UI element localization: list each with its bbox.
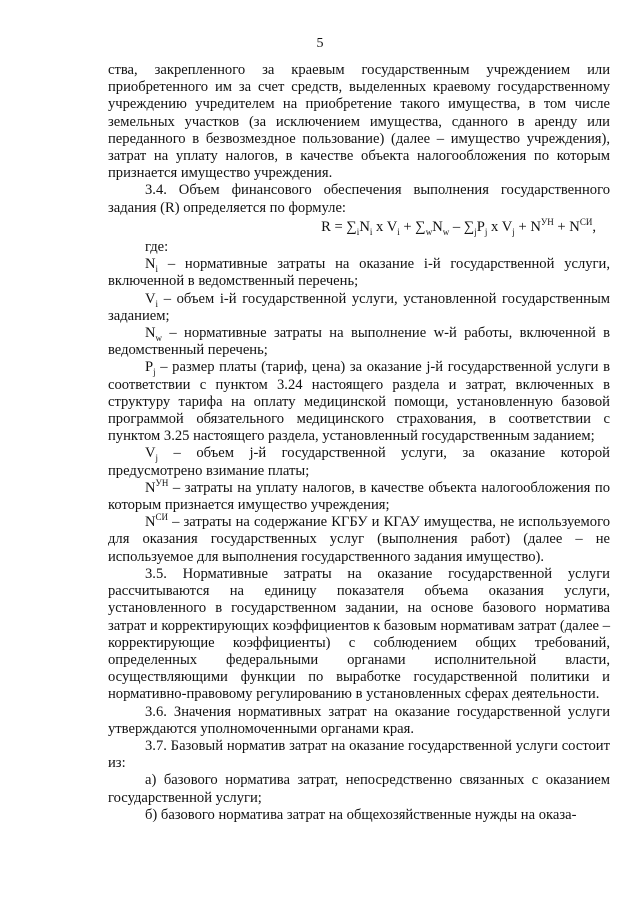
list-item-a: а) базового норматива затрат, непосредственно связанных с оказанием государственной услуги; (108, 772, 610, 806)
definition-nw: $N_w$ – нормативные затраты на выполнение w-й работы, включенной в ведомственный перечень; (108, 325, 610, 359)
definition-pj: $P_j$ – размер платы (тариф, цена) за оказание j-й государственной услуги в соответствии с пунктом 3.24 настоящего раздела и затрат, включенных в структуру тарифа на оплату медицинской помощи, установленную базовой программой обязательного медицинского страхования, в соответствии с пунктом 3.25 настоящего раздела, установленный государственным заданием; (108, 359, 610, 445)
paragraph-3-4: 3.4. Объем финансового обеспечения выполнения государственного задания (R) определяется по формуле: (108, 182, 610, 216)
list-item-b: б) базового норматива затрат на общехозяйственные нужды на оказа- (145, 806, 577, 823)
definition-nun: $N^{УН}$ – затраты на уплату налогов, в качестве объекта налогообложения по которым признается имущество учреждения; (108, 478, 610, 514)
definition-nsi: $N^{СИ}$ – затраты на содержание КГБУ и КГАУ имущества, не используемого для оказания государственных услуг (выполнения работ) (далее – не используемое для выполнения государственного задания имущество). (108, 512, 610, 565)
definition-vi: $V_i$ – объем i-й государственной услуги, установленной государственным заданием; (108, 290, 610, 324)
document-body (108, 62, 610, 824)
paragraph-3-7: 3.7. Базовый норматив затрат на оказание государственной услуги состоит из: (108, 737, 610, 772)
paragraph-continuation: ства, закрепленного за краевым государственным учреждением или приобретенного им за счет средств, выделенных краевому государственному учреждению учредителем на приобретение такого имущества, в том числе земельных участков (за исключением имущества, сданного в аренду или переданного в безвозмездное пользование) (далее – имущество учреждения), затрат на уплату налогов, в качестве объекта налогообложения по которым признается имущество учреждения. (108, 62, 610, 182)
paragraph-3-5: 3.5. Нормативные затраты на оказание государственной услуги рассчитываются на единицу показателя объема оказания услуги, установленного в государственном задании, на основе базового норматива затрат и корректирующих коэффициентов к базовым нормативам затрат (далее – корректирующие коэффициенты) с соблюдением общих требований, определенных федеральными органами исполнительной власти, осуществляющими функции по выработке государственной политики и нормативно-правовому регулированию в установленных сферах деятельности. (108, 565, 610, 703)
definition-ni: $N_i$ – нормативные затраты на оказание i-й государственной услуги, включенной в ведомственный перечень; (108, 256, 610, 290)
paragraph-3-6: 3.6. Значения нормативных затрат на оказание государственной услуги утверждаются уполномоченными органами края. (108, 703, 610, 737)
page-number: 5 (316, 36, 324, 51)
where-label: где: (145, 239, 169, 256)
definition-vj: $V_j$ – объем j-й государственной услуги, за оказание которой предусмотрено взимание платы; (108, 445, 610, 479)
formula-r: $R = \sum_iN_i$ x $V_i + \sum_wN_w - \sum_jP_j$ x $V_j + N^{УН} + N^{СИ}$, (321, 216, 596, 237)
